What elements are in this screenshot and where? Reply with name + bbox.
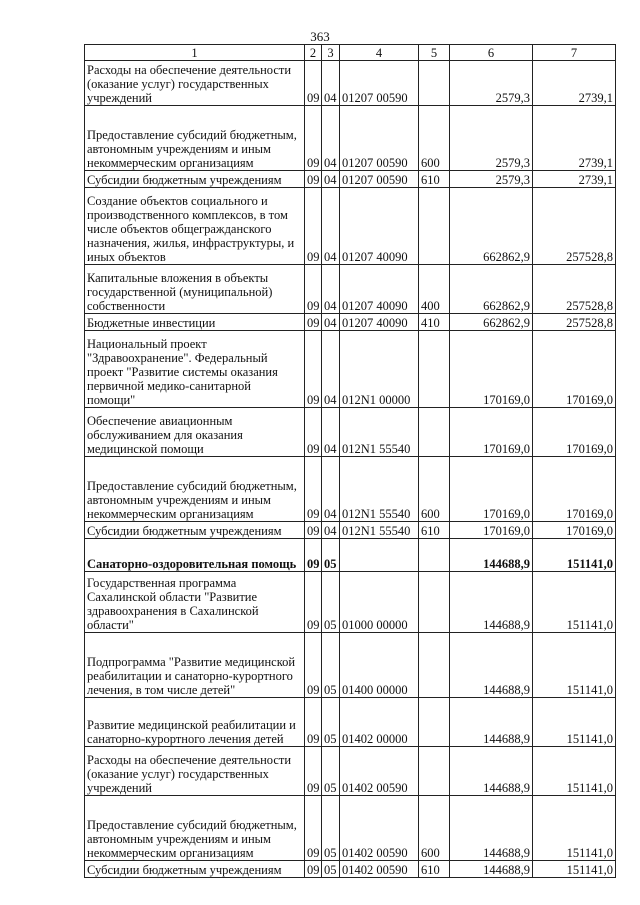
amount-year1-cell: 2579,3 (450, 106, 533, 171)
table-row (85, 539, 616, 572)
table-row (85, 188, 616, 265)
target-article-cell: 01402 00590 (340, 861, 419, 878)
amount-year2-cell: 151141,0 (533, 861, 616, 878)
section-code-cell: 09 (305, 539, 322, 572)
expense-type-cell (419, 572, 450, 633)
row-name-cell: Субсидии бюджетным учреждениям (85, 171, 305, 188)
subsection-code-cell: 04 (322, 314, 340, 331)
amount-year2-cell: 257528,8 (533, 188, 616, 265)
amount-year1-cell: 170169,0 (450, 331, 533, 408)
amount-year2-cell: 151141,0 (533, 698, 616, 747)
amount-year2-cell: 151141,0 (533, 572, 616, 633)
subsection-code-cell: 04 (322, 457, 340, 522)
target-article-cell: 012N1 55540 (340, 522, 419, 539)
row-name-cell: Бюджетные инвестиции (85, 314, 305, 331)
section-code-cell: 09 (305, 457, 322, 522)
header-row (85, 45, 616, 61)
target-article-cell: 01207 40090 (340, 265, 419, 314)
expense-type-cell: 400 (419, 265, 450, 314)
column-header: 1 (85, 45, 305, 61)
section-code-cell: 09 (305, 747, 322, 796)
table-row (85, 61, 616, 106)
amount-year2-cell: 170169,0 (533, 522, 616, 539)
table-row (85, 796, 616, 861)
expense-type-cell: 610 (419, 861, 450, 878)
amount-year1-cell: 144688,9 (450, 633, 533, 698)
section-code-cell: 09 (305, 171, 322, 188)
expense-type-cell: 610 (419, 522, 450, 539)
expense-type-cell (419, 408, 450, 457)
expense-type-cell (419, 747, 450, 796)
target-article-cell: 01207 00590 (340, 106, 419, 171)
column-header: 4 (340, 45, 419, 61)
target-article-cell: 01402 00590 (340, 747, 419, 796)
expense-type-cell: 600 (419, 106, 450, 171)
section-code-cell: 09 (305, 572, 322, 633)
budget-table (84, 44, 616, 878)
row-name-cell: Субсидии бюджетным учреждениям (85, 861, 305, 878)
page-number: 363 (310, 29, 330, 44)
subsection-code-cell: 05 (322, 539, 340, 572)
section-code-cell: 09 (305, 408, 322, 457)
amount-year1-cell: 2579,3 (450, 171, 533, 188)
table-row (85, 265, 616, 314)
section-code-cell: 09 (305, 265, 322, 314)
table-row (85, 314, 616, 331)
section-code-cell: 09 (305, 698, 322, 747)
amount-year1-cell: 144688,9 (450, 861, 533, 878)
subsection-code-cell: 04 (322, 522, 340, 539)
expense-type-cell (419, 633, 450, 698)
section-code-cell: 09 (305, 314, 322, 331)
section-code-cell: 09 (305, 188, 322, 265)
row-name-cell: Санаторно-оздоровительная помощь (85, 539, 305, 572)
amount-year1-cell: 662862,9 (450, 188, 533, 265)
table-row (85, 171, 616, 188)
amount-year1-cell: 144688,9 (450, 698, 533, 747)
row-name-cell: Подпрограмма "Развитие медицинской реабилитации и санаторно-курортного лечения, в том числе детей" (85, 633, 305, 698)
expense-type-cell (419, 188, 450, 265)
subsection-code-cell: 04 (322, 106, 340, 171)
amount-year2-cell: 2739,1 (533, 171, 616, 188)
expense-type-cell: 410 (419, 314, 450, 331)
subsection-code-cell: 04 (322, 61, 340, 106)
target-article-cell: 01400 00000 (340, 633, 419, 698)
section-code-cell: 09 (305, 861, 322, 878)
subsection-code-cell: 04 (322, 188, 340, 265)
table-row (85, 861, 616, 878)
expense-type-cell: 600 (419, 796, 450, 861)
row-name-cell: Расходы на обеспечение деятельности (оказание услуг) государственных учреждений (85, 747, 305, 796)
subsection-code-cell: 04 (322, 331, 340, 408)
expense-type-cell (419, 331, 450, 408)
column-header: 6 (450, 45, 533, 61)
row-name-cell: Обеспечение авиационным обслуживанием для оказания медицинской помощи (85, 408, 305, 457)
expense-type-cell: 600 (419, 457, 450, 522)
row-name-cell: Государственная программа Сахалинской области "Развитие здравоохранения в Сахалинской области" (85, 572, 305, 633)
amount-year1-cell: 144688,9 (450, 572, 533, 633)
table-row (85, 747, 616, 796)
row-name-cell: Создание объектов социального и производственного комплексов, в том числе объектов общегражданского назначения, жилья, инфраструктуры, и иных объектов (85, 188, 305, 265)
subsection-code-cell: 05 (322, 747, 340, 796)
table-row (85, 408, 616, 457)
amount-year2-cell: 151141,0 (533, 747, 616, 796)
amount-year2-cell: 2739,1 (533, 61, 616, 106)
row-name-cell: Предоставление субсидий бюджетным, автономным учреждениям и иным некоммерческим организациям (85, 106, 305, 171)
amount-year1-cell: 662862,9 (450, 314, 533, 331)
subsection-code-cell: 05 (322, 633, 340, 698)
row-name-cell: Развитие медицинской реабилитации и санаторно-курортного лечения детей (85, 698, 305, 747)
amount-year1-cell: 144688,9 (450, 539, 533, 572)
row-name-cell: Национальный проект "Здравоохранение". Федеральный проект "Развитие системы оказания первичной медико-санитарной помощи" (85, 331, 305, 408)
amount-year1-cell: 170169,0 (450, 522, 533, 539)
subsection-code-cell: 04 (322, 265, 340, 314)
amount-year2-cell: 170169,0 (533, 331, 616, 408)
subsection-code-cell: 05 (322, 861, 340, 878)
column-header: 3 (322, 45, 340, 61)
row-name-cell: Расходы на обеспечение деятельности (оказание услуг) государственных учреждений (85, 61, 305, 106)
table-row (85, 522, 616, 539)
target-article-cell: 01207 00590 (340, 171, 419, 188)
amount-year2-cell: 257528,8 (533, 314, 616, 331)
section-code-cell: 09 (305, 106, 322, 171)
row-name-cell: Капитальные вложения в объекты государственной (муниципальной) собственности (85, 265, 305, 314)
section-code-cell: 09 (305, 796, 322, 861)
table-row (85, 572, 616, 633)
table-row (85, 331, 616, 408)
target-article-cell: 012N1 55540 (340, 457, 419, 522)
amount-year2-cell: 151141,0 (533, 633, 616, 698)
subsection-code-cell: 05 (322, 572, 340, 633)
amount-year2-cell: 170169,0 (533, 457, 616, 522)
target-article-cell: 01207 00590 (340, 61, 419, 106)
expense-type-cell (419, 61, 450, 106)
expense-type-cell (419, 698, 450, 747)
expense-type-cell (419, 539, 450, 572)
row-name-cell: Предоставление субсидий бюджетным, автономным учреждениям и иным некоммерческим организациям (85, 796, 305, 861)
target-article-cell (340, 539, 419, 572)
section-code-cell: 09 (305, 331, 322, 408)
amount-year2-cell: 151141,0 (533, 539, 616, 572)
column-header: 2 (305, 45, 322, 61)
amount-year2-cell: 151141,0 (533, 796, 616, 861)
target-article-cell: 01207 40090 (340, 314, 419, 331)
amount-year2-cell: 257528,8 (533, 265, 616, 314)
amount-year2-cell: 170169,0 (533, 408, 616, 457)
target-article-cell: 01402 00000 (340, 698, 419, 747)
table-row (85, 698, 616, 747)
row-name-cell: Предоставление субсидий бюджетным, автономным учреждениям и иным некоммерческим организациям (85, 457, 305, 522)
amount-year1-cell: 2579,3 (450, 61, 533, 106)
target-article-cell: 012N1 00000 (340, 331, 419, 408)
subsection-code-cell: 04 (322, 408, 340, 457)
amount-year1-cell: 144688,9 (450, 747, 533, 796)
section-code-cell: 09 (305, 633, 322, 698)
section-code-cell: 09 (305, 61, 322, 106)
amount-year1-cell: 170169,0 (450, 408, 533, 457)
subsection-code-cell: 05 (322, 698, 340, 747)
expense-type-cell: 610 (419, 171, 450, 188)
target-article-cell: 01000 00000 (340, 572, 419, 633)
table-row (85, 633, 616, 698)
target-article-cell: 012N1 55540 (340, 408, 419, 457)
subsection-code-cell: 05 (322, 796, 340, 861)
column-header: 7 (533, 45, 616, 61)
target-article-cell: 01402 00590 (340, 796, 419, 861)
row-name-cell: Субсидии бюджетным учреждениям (85, 522, 305, 539)
amount-year1-cell: 144688,9 (450, 796, 533, 861)
amount-year2-cell: 2739,1 (533, 106, 616, 171)
table-row (85, 457, 616, 522)
subsection-code-cell: 04 (322, 171, 340, 188)
table-row (85, 106, 616, 171)
target-article-cell: 01207 40090 (340, 188, 419, 265)
amount-year1-cell: 662862,9 (450, 265, 533, 314)
section-code-cell: 09 (305, 522, 322, 539)
column-header: 5 (419, 45, 450, 61)
amount-year1-cell: 170169,0 (450, 457, 533, 522)
